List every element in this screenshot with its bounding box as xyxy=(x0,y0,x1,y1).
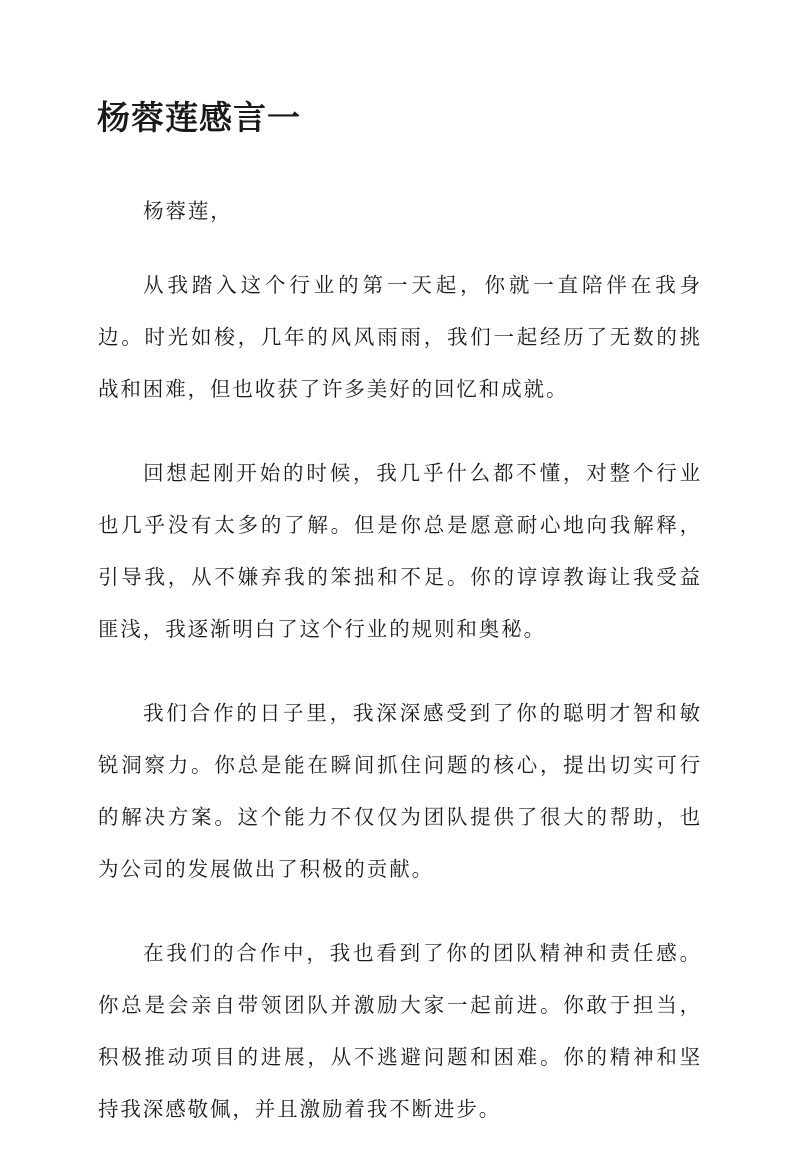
paragraph-2: 回想起刚开始的时候，我几乎什么都不懂，对整个行业也几乎没有太多的了解。但是你总是愿意耐心地向我解释，引导我，从不嫌弃我的笨拙和不足。你的谆谆教诲让我受益匪浅，我逐渐明白了这个行业的规则和奥秘。 xyxy=(98,461,702,641)
document-body xyxy=(98,185,702,1167)
paragraph-4: 在我们的合作中，我也看到了你的团队精神和责任感。你总是会亲自带领团队并激励大家一起前进。你敢于担当，积极推动项目的进展，从不逃避问题和困难。你的精神和坚持我深感敬佩，并且激励着我不断进步。 xyxy=(98,941,702,1121)
document-title: 杨蓉莲感言一 xyxy=(97,98,301,137)
paragraph-1: 从我踏入这个行业的第一天起，你就一直陪伴在我身边。时光如梭，几年的风风雨雨，我们一起经历了无数的挑战和困难，但也收获了许多美好的回忆和成就。 xyxy=(98,273,702,401)
paragraph-3: 我们合作的日子里，我深深感受到了你的聪明才智和敏锐洞察力。你总是能在瞬间抓住问题的核心，提出切实可行的解决方案。这个能力不仅仅为团队提供了很大的帮助，也为公司的发展做出了积极的贡献。 xyxy=(98,701,702,881)
salutation: 杨蓉莲， xyxy=(143,199,233,223)
